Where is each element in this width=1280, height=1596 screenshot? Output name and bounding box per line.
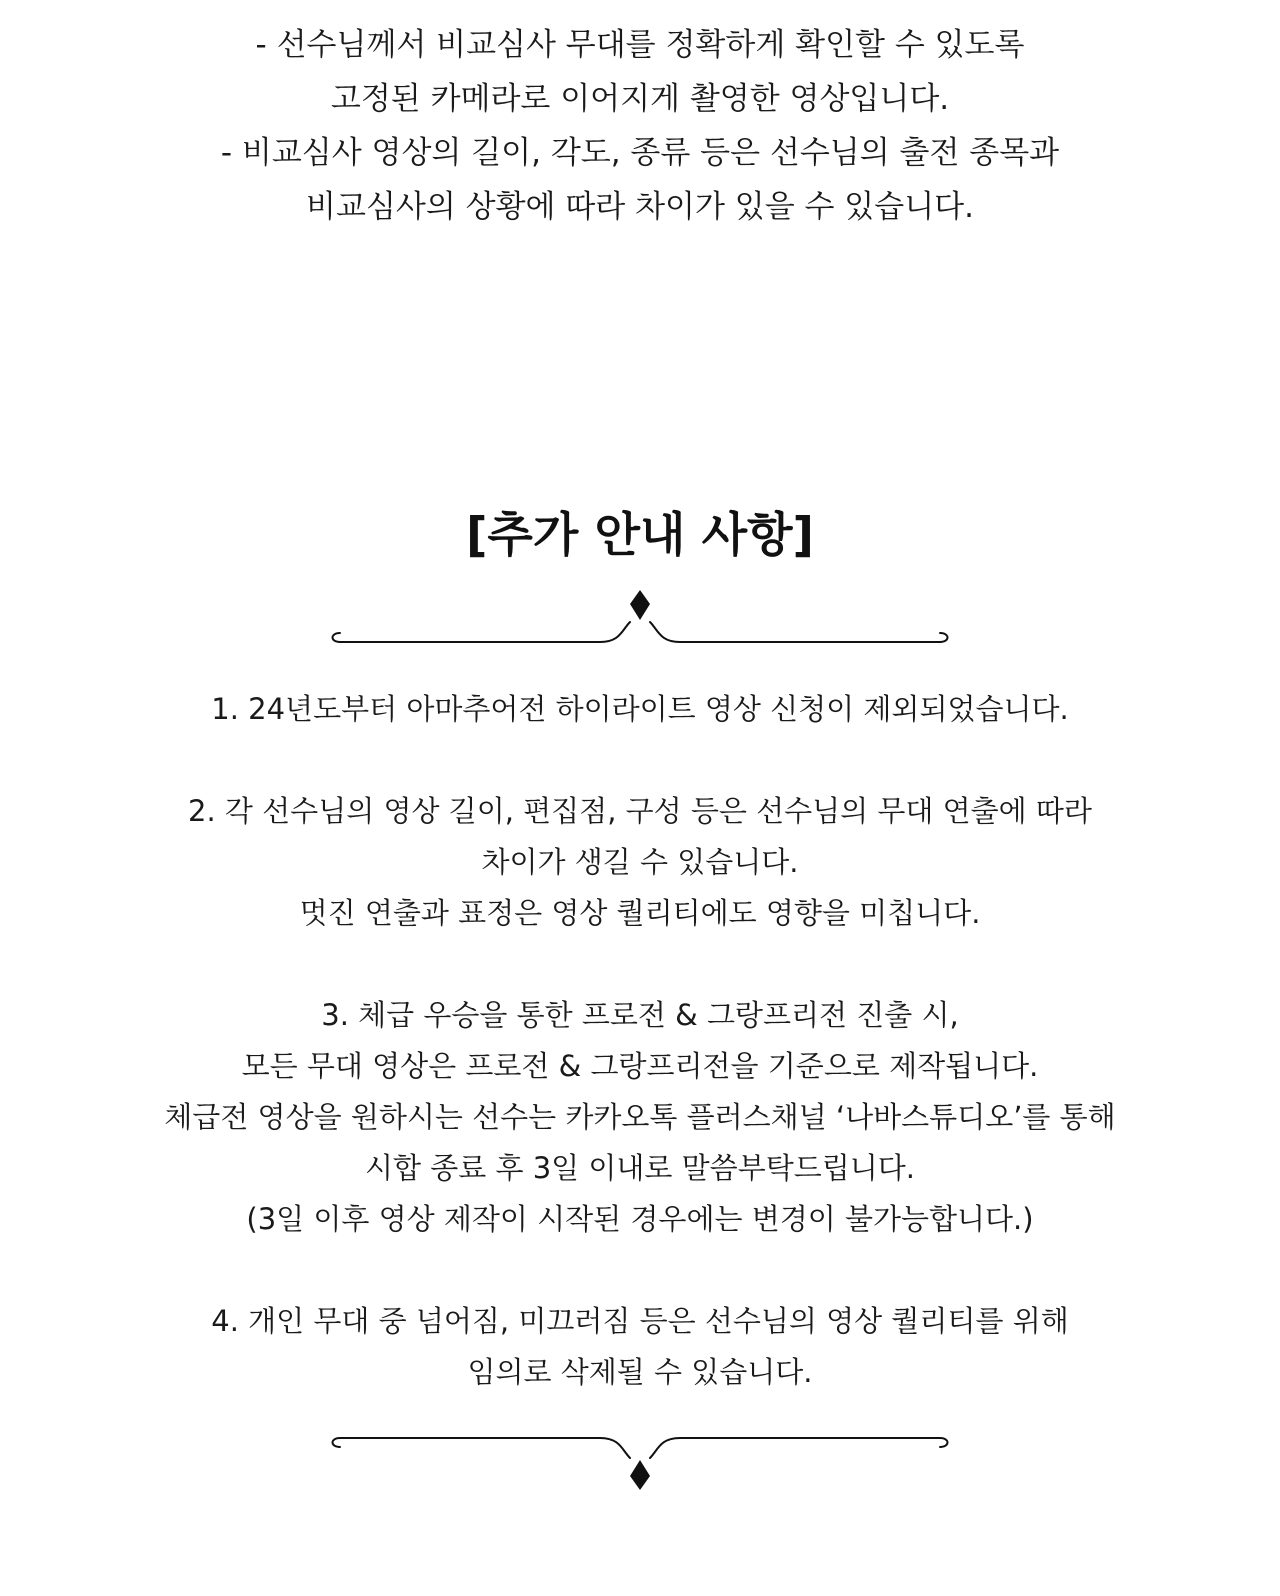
intro-line: - 비교심사 영상의 길이, 각도, 종류 등은 선수님의 출전 종목과 xyxy=(220,135,1060,171)
notice-line: 체급전 영상을 원하시는 선수는 카카오톡 플러스채널 ‘나바스튜디오’를 통해 xyxy=(164,1100,1116,1134)
notice-line: 4. 개인 무대 중 넘어짐, 미끄러짐 등은 선수님의 영상 퀄리티를 위해 xyxy=(211,1304,1069,1338)
notice-line: (3일 이후 영상 제작이 시작된 경우에는 변경이 불가능합니다.) xyxy=(246,1202,1034,1236)
notice-line: 시합 종료 후 3일 이내로 말씀부탁드립니다. xyxy=(365,1151,915,1185)
notice-line: 3. 체급 우승을 통한 프로전 & 그랑프리전 진출 시, xyxy=(321,998,959,1032)
notice-line: 차이가 생길 수 있습니다. xyxy=(481,845,799,879)
notice-item xyxy=(0,990,1280,1245)
notice-line: 멋진 연출과 표정은 영상 퀄리티에도 영향을 미칩니다. xyxy=(299,896,981,930)
ornament-divider-bottom-icon xyxy=(330,1430,950,1490)
notice-line: 2. 각 선수님의 영상 길이, 편집점, 구성 등은 선수님의 무대 연출에 따라 xyxy=(188,794,1092,828)
intro-line: 비교심사의 상황에 따라 차이가 있을 수 있습니다. xyxy=(306,189,974,225)
notice-list xyxy=(0,684,1280,1449)
notice-item xyxy=(0,684,1280,735)
ornament-divider-top-icon xyxy=(330,590,950,650)
notice-line: 모든 무대 영상은 프로전 & 그랑프리전을 기준으로 제작됩니다. xyxy=(241,1049,1039,1083)
intro-line: - 선수님께서 비교심사 무대를 정확하게 확인할 수 있도록 xyxy=(255,27,1025,63)
intro-text xyxy=(0,18,1280,234)
intro-line: 고정된 카메라로 이어지게 촬영한 영상입니다. xyxy=(330,81,950,117)
notice-line: 1. 24년도부터 아마추어전 하이라이트 영상 신청이 제외되었습니다. xyxy=(211,692,1069,726)
notice-item xyxy=(0,786,1280,939)
notice-line: 임의로 삭제될 수 있습니다. xyxy=(467,1355,813,1389)
section-title: [추가 안내 사항] xyxy=(465,508,815,563)
notice-item xyxy=(0,1296,1280,1398)
